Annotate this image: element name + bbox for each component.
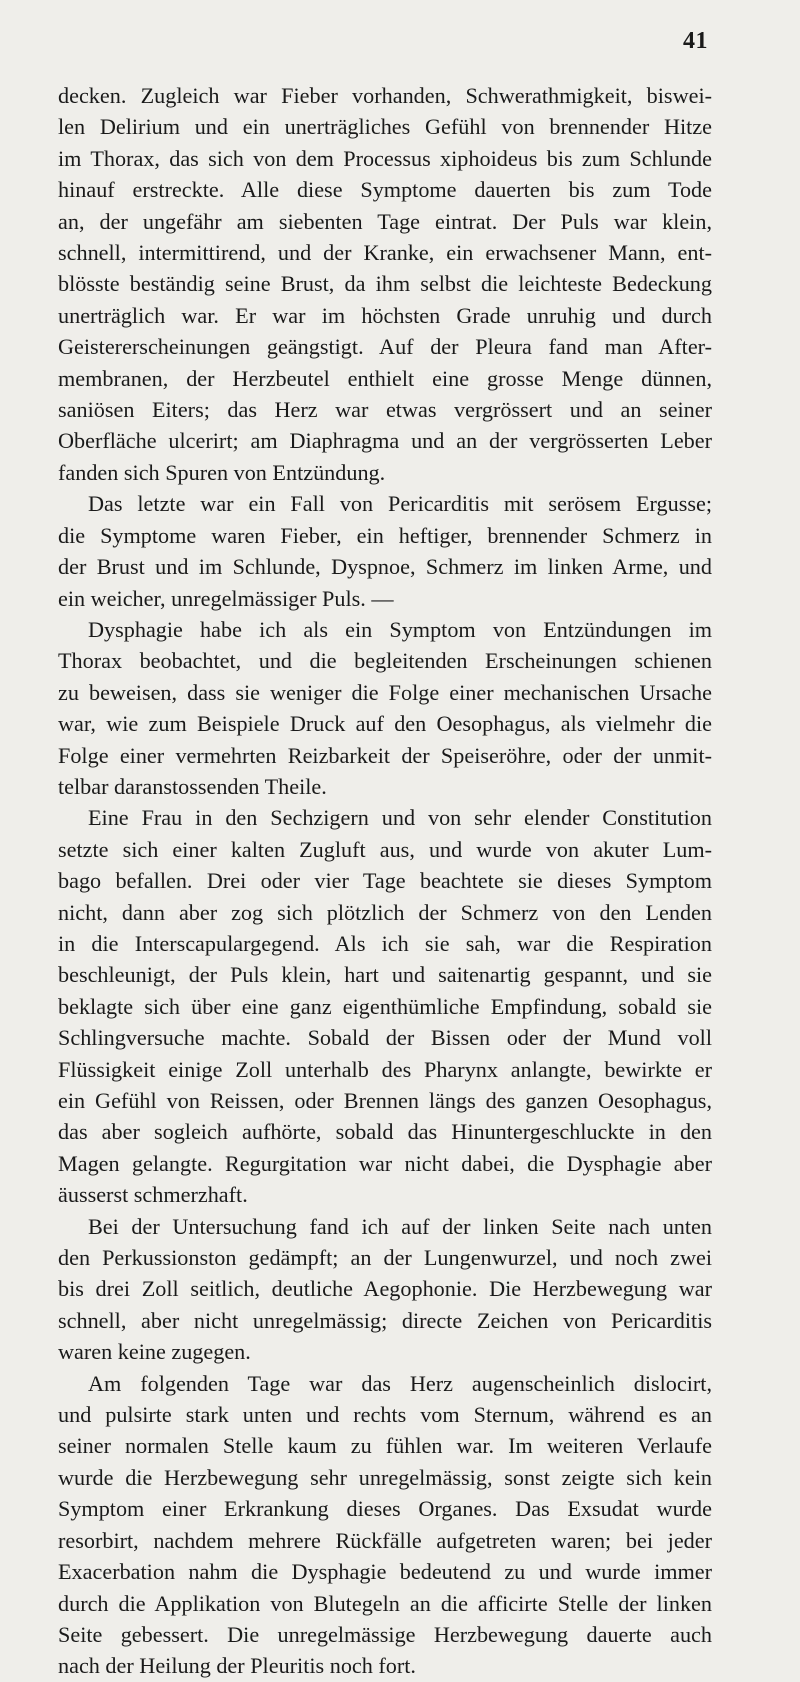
text-line: bago befallen. Drei oder vier Tage beachtete sie dieses Symptom xyxy=(58,868,712,894)
text-line: telbar daranstossenden Theile. xyxy=(58,773,327,799)
text-line: Thorax beobachtet, und die begleitenden Erscheinungen schienen xyxy=(58,648,712,674)
text-line: Eine Frau in den Sechzigern und von sehr elender Constitution xyxy=(88,805,712,831)
text-line: hinauf erstreckte. Alle diese Symptome dauerten bis zum Tode xyxy=(58,177,712,203)
text-line: bis drei Zoll seitlich, deutliche Aegophonie. Die Herzbewegung war xyxy=(58,1276,712,1302)
body-text xyxy=(58,80,712,1682)
text-line: fanden sich Spuren von Entzündung. xyxy=(58,459,386,485)
text-line: waren keine zugegen. xyxy=(58,1339,251,1365)
text-line: ein weicher, unregelmässiger Puls. — xyxy=(58,585,394,611)
text-line: Das letzte war ein Fall von Pericarditis mit serösem Ergusse; xyxy=(88,491,712,517)
text-line: schnell, aber nicht unregelmässig; directe Zeichen von Pericarditis xyxy=(58,1307,712,1333)
text-line: nach der Heilung der Pleuritis noch fort. xyxy=(58,1653,416,1679)
text-line: Oberfläche ulcerirt; am Diaphragma und an der vergrösserten Leber xyxy=(58,428,712,454)
text-line: nicht, dann aber zog sich plötzlich der Schmerz von den Lenden xyxy=(58,899,712,925)
text-line: zu beweisen, dass sie weniger die Folge einer mechanischen Ursache xyxy=(58,679,712,705)
text-line: beschleunigt, der Puls klein, hart und saitenartig gespannt, und sie xyxy=(58,962,712,988)
text-line: beklagte sich über eine ganz eigenthümliche Empfindung, sobald sie xyxy=(58,993,712,1019)
text-line: decken. Zugleich war Fieber vorhanden, Schwerathmigkeit, biswei- xyxy=(58,83,712,108)
page-number: 41 xyxy=(683,28,708,54)
text-line: saniösen Eiters; das Herz war etwas vergrössert und an seiner xyxy=(58,397,712,423)
text-line: im Thorax, das sich von dem Processus xiphoideus bis zum Schlunde xyxy=(58,145,712,171)
text-line: den Perkussionston gedämpft; an der Lungenwurzel, und noch zwei xyxy=(58,1245,712,1271)
text-line: blösste beständig seine Brust, da ihm selbst die leichteste Bedeckung xyxy=(58,271,712,297)
text-line: membranen, der Herzbeutel enthielt eine grosse Menge dünnen, xyxy=(58,365,712,391)
text-line: das aber sogleich aufhörte, sobald das Hinuntergeschluckte in den xyxy=(58,1119,712,1145)
text-line: durch die Applikation von Blutegeln an die afficirte Stelle der linken xyxy=(58,1590,712,1616)
text-line: Seite gebessert. Die unregelmässige Herzbewegung dauerte auch xyxy=(58,1621,712,1647)
text-line: Bei der Untersuchung fand ich auf der linken Seite nach unten xyxy=(88,1213,712,1239)
text-line: Exacerbation nahm die Dysphagie bedeutend zu und wurde immer xyxy=(58,1559,712,1585)
text-line: wurde die Herzbewegung sehr unregelmässig, sonst zeigte sich kein xyxy=(58,1464,712,1490)
text-line: Magen gelangte. Regurgitation war nicht dabei, die Dysphagie aber xyxy=(58,1150,712,1176)
text-line: Flüssigkeit einige Zoll unterhalb des Pharynx anlangte, bewirkte er xyxy=(58,1056,712,1082)
text-line: an, der ungefähr am siebenten Tage eintrat. Der Puls war klein, xyxy=(58,208,712,234)
text-line: äusserst schmerzhaft. xyxy=(58,1182,248,1208)
text-line: war, wie zum Beispiele Druck auf den Oesophagus, als vielmehr die xyxy=(58,711,712,737)
text-line: setzte sich einer kalten Zugluft aus, und wurde von akuter Lum- xyxy=(58,836,712,862)
text-line: der Brust und im Schlunde, Dyspnoe, Schmerz im linken Arme, und xyxy=(58,554,712,580)
text-line: Am folgenden Tage war das Herz augenscheinlich dislocirt, xyxy=(88,1370,712,1396)
text-line: Folge einer vermehrten Reizbarkeit der Speiseröhre, oder der unmit- xyxy=(58,742,712,768)
text-line: in die Interscapulargegend. Als ich sie sah, war die Respiration xyxy=(58,930,712,956)
text-line: Symptom einer Erkrankung dieses Organes. Das Exsudat wurde xyxy=(58,1496,712,1522)
text-line: schnell, intermittirend, und der Kranke, ein erwachsener Mann, ent- xyxy=(58,240,712,266)
text-line: len Delirium und ein unerträgliches Gefühl von brennender Hitze xyxy=(58,114,712,140)
text-line: und pulsirte stark unten und rechts vom Sternum, während es an xyxy=(58,1402,712,1428)
text-line: seiner normalen Stelle kaum zu fühlen war. Im weiteren Verlaufe xyxy=(58,1433,712,1459)
text-line: Dysphagie habe ich als ein Symptom von Entzündungen im xyxy=(88,616,712,642)
text-line: resorbirt, nachdem mehrere Rückfälle aufgetreten waren; bei jeder xyxy=(58,1527,712,1553)
text-line: die Symptome waren Fieber, ein heftiger, brennender Schmerz in xyxy=(58,522,712,548)
text-line: Schlingversuche machte. Sobald der Bissen oder der Mund voll xyxy=(58,1025,712,1051)
text-line: ein Gefühl von Reissen, oder Brennen längs des ganzen Oesophagus, xyxy=(58,1088,712,1113)
text-line: unerträglich war. Er war im höchsten Grade unruhig und durch xyxy=(58,302,712,328)
text-line: Geistererscheinungen geängstigt. Auf der Pleura fand man After- xyxy=(58,334,712,360)
